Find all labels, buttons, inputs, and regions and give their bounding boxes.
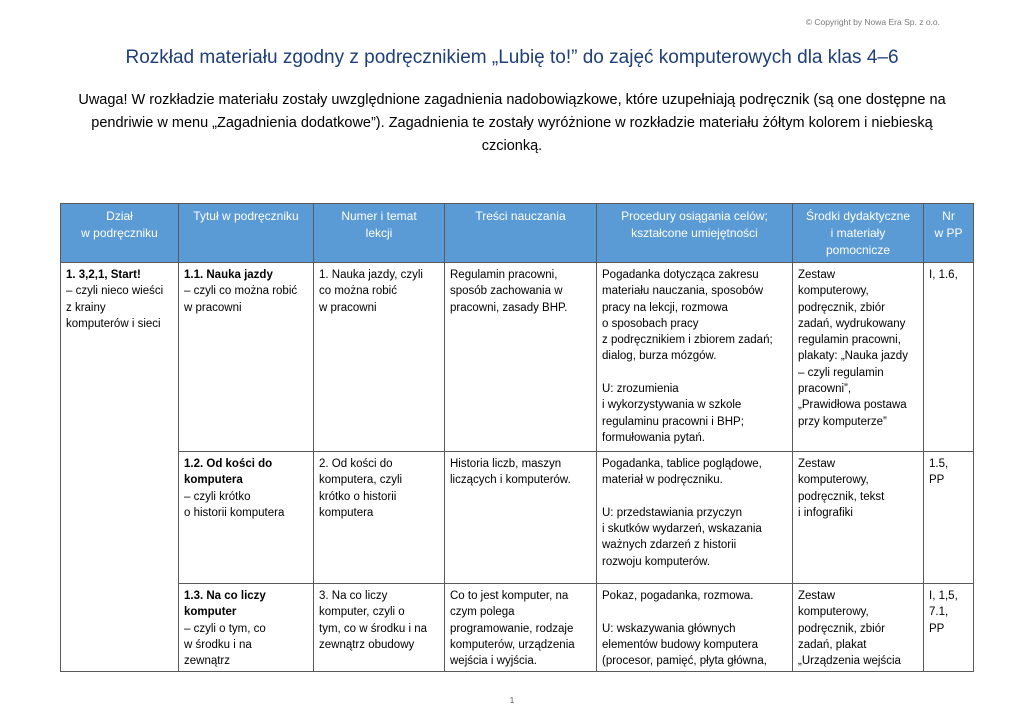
header-section: Dział w podręczniku (61, 204, 179, 263)
header-pp-number: Nr w PP (924, 204, 974, 263)
materials-cell: Zestaw komputerowy, podręcznik, tekst i infografiki (793, 452, 924, 584)
copyright-notice: © Copyright by Nowa Era Sp. z o.o. (805, 17, 940, 27)
topic-title-rest: – czyli krótko o historii komputera (184, 490, 285, 519)
content-cell: Historia liczb, maszyn liczących i komputerów. (445, 452, 597, 584)
section-title: 1. 3,2,1, Start! (66, 269, 141, 281)
header-lesson: Numer i temat lekcji (314, 204, 445, 263)
pp-cell: I, 1.6, (924, 263, 974, 452)
topic-title-rest: – czyli o tym, co w środku i na zewnątrz (184, 622, 266, 668)
pp-cell: 1.5, PP (924, 452, 974, 584)
procedures-cell: Pogadanka, tablice poglądowe, materiał w podręczniku. U: przedstawiania przyczyn i skutków wydarzeń, wskazania ważnych zdarzeń z historii rozwoju komputerów. (597, 452, 793, 584)
page-title: Rozkład materiału zgodny z podręcznikiem „Lubię to!” do zajęć komputerowych dla klas 4–6 (125, 47, 899, 68)
table-header-row (61, 204, 974, 263)
content-cell: Regulamin pracowni, sposób zachowania w pracowni, zasady BHP. (445, 263, 597, 452)
curriculum-table (60, 203, 974, 672)
procedures-cell: Pogadanka dotycząca zakresu materiału nauczania, sposobów pracy na lekcji, rozmowa o sposobach pracy z podręcznikiem i zbiorem zadań; dialog, burza mózgów. U: zrozumienia i wykorzystywania w szkole regulaminu pracowni i BHP; formułowania pytań. (597, 263, 793, 452)
topic-title-bold: 1.2. Od kości do komputera (184, 458, 273, 487)
page-number: 1 (509, 696, 515, 705)
table-row (61, 584, 974, 672)
topic-title-cell (179, 584, 314, 672)
lesson-cell: 1. Nauka jazdy, czyli co można robić w pracowni (314, 263, 445, 452)
header-title: Tytuł w podręczniku (179, 204, 314, 263)
pp-cell: I, 1,5, 7.1, PP (924, 584, 974, 672)
note-paragraph: Uwaga! W rozkładzie materiału zostały uwzględnione zagadnienia nadobowiązkowe, które uzupełniają podręcznik (są one dostępne na pendriwie w menu „Zagadnienia dodatkowe”). Zagadnienia te zostały wyróżnione w rozkładzie materiału żółtym kolorem i niebieską czcionką. (78, 92, 946, 154)
topic-title-rest: – czyli co można robić w pracowni (184, 285, 298, 314)
table-row (61, 452, 974, 584)
topic-title-bold: 1.1. Nauka jazdy (184, 269, 273, 281)
section-cell (61, 263, 179, 672)
materials-cell: Zestaw komputerowy, podręcznik, zbiór zadań, plakat „Urządzenia wejścia (793, 584, 924, 672)
table-row (61, 263, 974, 452)
topic-title-cell (179, 263, 314, 452)
lesson-cell: 3. Na co liczy komputer, czyli o tym, co w środku i na zewnątrz obudowy (314, 584, 445, 672)
procedures-cell: Pokaz, pogadanka, rozmowa. U: wskazywania głównych elementów budowy komputera (procesor, pamięć, płyta główna, (597, 584, 793, 672)
content-cell: Co to jest komputer, na czym polega programowanie, rodzaje komputerów, urządzenia wejścia i wyjścia. (445, 584, 597, 672)
topic-title-cell (179, 452, 314, 584)
header-materials: Środki dydaktyczne i materiały pomocnicze (793, 204, 924, 263)
lesson-cell: 2. Od kości do komputera, czyli krótko o historii komputera (314, 452, 445, 584)
materials-cell: Zestaw komputerowy, podręcznik, zbiór zadań, wydrukowany regulamin pracowni, plakaty: „Nauka jazdy – czyli regulamin pracowni”, „Prawidłowa postawa przy komputerze” (793, 263, 924, 452)
header-procedures: Procedury osiągania celów; kształcone umiejętności (597, 204, 793, 263)
section-subtitle: – czyli nieco wieści z krainy komputerów i sieci (66, 285, 164, 330)
topic-title-bold: 1.3. Na co liczy komputer (184, 590, 266, 619)
header-content: Treści nauczania (445, 204, 597, 263)
